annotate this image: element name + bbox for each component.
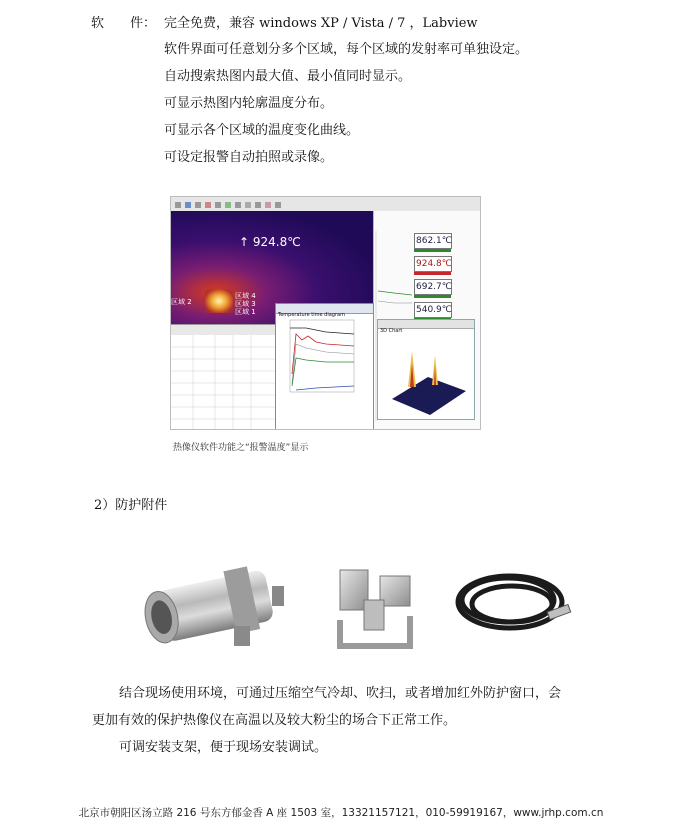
software-line-1: 完全免费，兼容 windows XP / Vista / 7 ，Labview bbox=[164, 16, 478, 31]
software-line-5: 可显示各个区域的温度变化曲线。 bbox=[164, 123, 360, 138]
temp-readout-1: 862.1℃ bbox=[414, 233, 452, 249]
graph-titlebar bbox=[276, 304, 373, 318]
chart3d-titlebar bbox=[378, 320, 474, 334]
software-screenshot bbox=[170, 196, 481, 430]
region-label-3: 区域 3 bbox=[235, 300, 256, 308]
software-line-4: 可显示热图内轮廓温度分布。 bbox=[164, 96, 334, 111]
screenshot-toolbar bbox=[171, 197, 480, 212]
temp-bar-3 bbox=[414, 295, 451, 298]
region-label-1: 区域 1 bbox=[235, 308, 256, 316]
chart3d-title: 3D Chart bbox=[380, 328, 403, 334]
region-label-left: 区域 2 bbox=[171, 298, 192, 306]
page-footer: 北京市朝阳区汤立路 216 号东方郁金香 A 座 1503 室，13321157121，010-59919167，www.jrhp.com.cn bbox=[78, 807, 604, 819]
region-settings-table bbox=[171, 324, 275, 430]
accessories-heading: 2）防护附件 bbox=[94, 498, 168, 513]
region-label-4: 区域 4 bbox=[235, 292, 256, 300]
time-diagram-plot bbox=[276, 314, 373, 430]
cable-image bbox=[450, 564, 580, 644]
protective-housing-image bbox=[134, 556, 294, 652]
software-line-2: 软件界面可任意划分多个区域，每个区域的发射率可单独设定。 bbox=[164, 42, 529, 57]
max-temp-reading: ↑ 924.8℃ bbox=[239, 235, 301, 249]
toolbar-icons bbox=[171, 198, 371, 212]
temperature-time-diagram bbox=[275, 303, 374, 430]
software-line-3: 自动搜索热图内最大值、最小值同时显示。 bbox=[164, 69, 412, 84]
mounting-bracket-image bbox=[334, 560, 420, 652]
temp-bar-1 bbox=[414, 249, 451, 252]
software-line-6: 可设定报警自动拍照或录像。 bbox=[164, 150, 334, 165]
bracket-paragraph: 可调安装支架，便于现场安装调试。 bbox=[119, 740, 328, 755]
accessories-paragraph-line-1: 结合现场使用环境，可通过压缩空气冷却、吹扫，或者增加红外防护窗口，会 bbox=[119, 686, 562, 701]
software-heading: 软 件： bbox=[91, 16, 157, 31]
screenshot-caption: 热像仪软件功能之“报警温度”显示 bbox=[173, 443, 309, 453]
temp-readout-2: 924.8℃ bbox=[414, 256, 452, 272]
chart3d-surface bbox=[378, 329, 474, 419]
temp-bar-2 bbox=[414, 272, 451, 275]
temp-readout-3: 692.7℃ bbox=[414, 279, 452, 295]
accessories-paragraph-line-2: 更加有效的保护热像仪在高温以及较大粉尘的场合下正常工作。 bbox=[92, 713, 457, 728]
temp-readout-4: 540.9℃ bbox=[414, 302, 452, 318]
settings-grid bbox=[171, 325, 275, 430]
chart-3d-window bbox=[377, 319, 475, 420]
graph-title: Temperature time diagram bbox=[278, 312, 345, 318]
hot-spot bbox=[205, 289, 233, 313]
